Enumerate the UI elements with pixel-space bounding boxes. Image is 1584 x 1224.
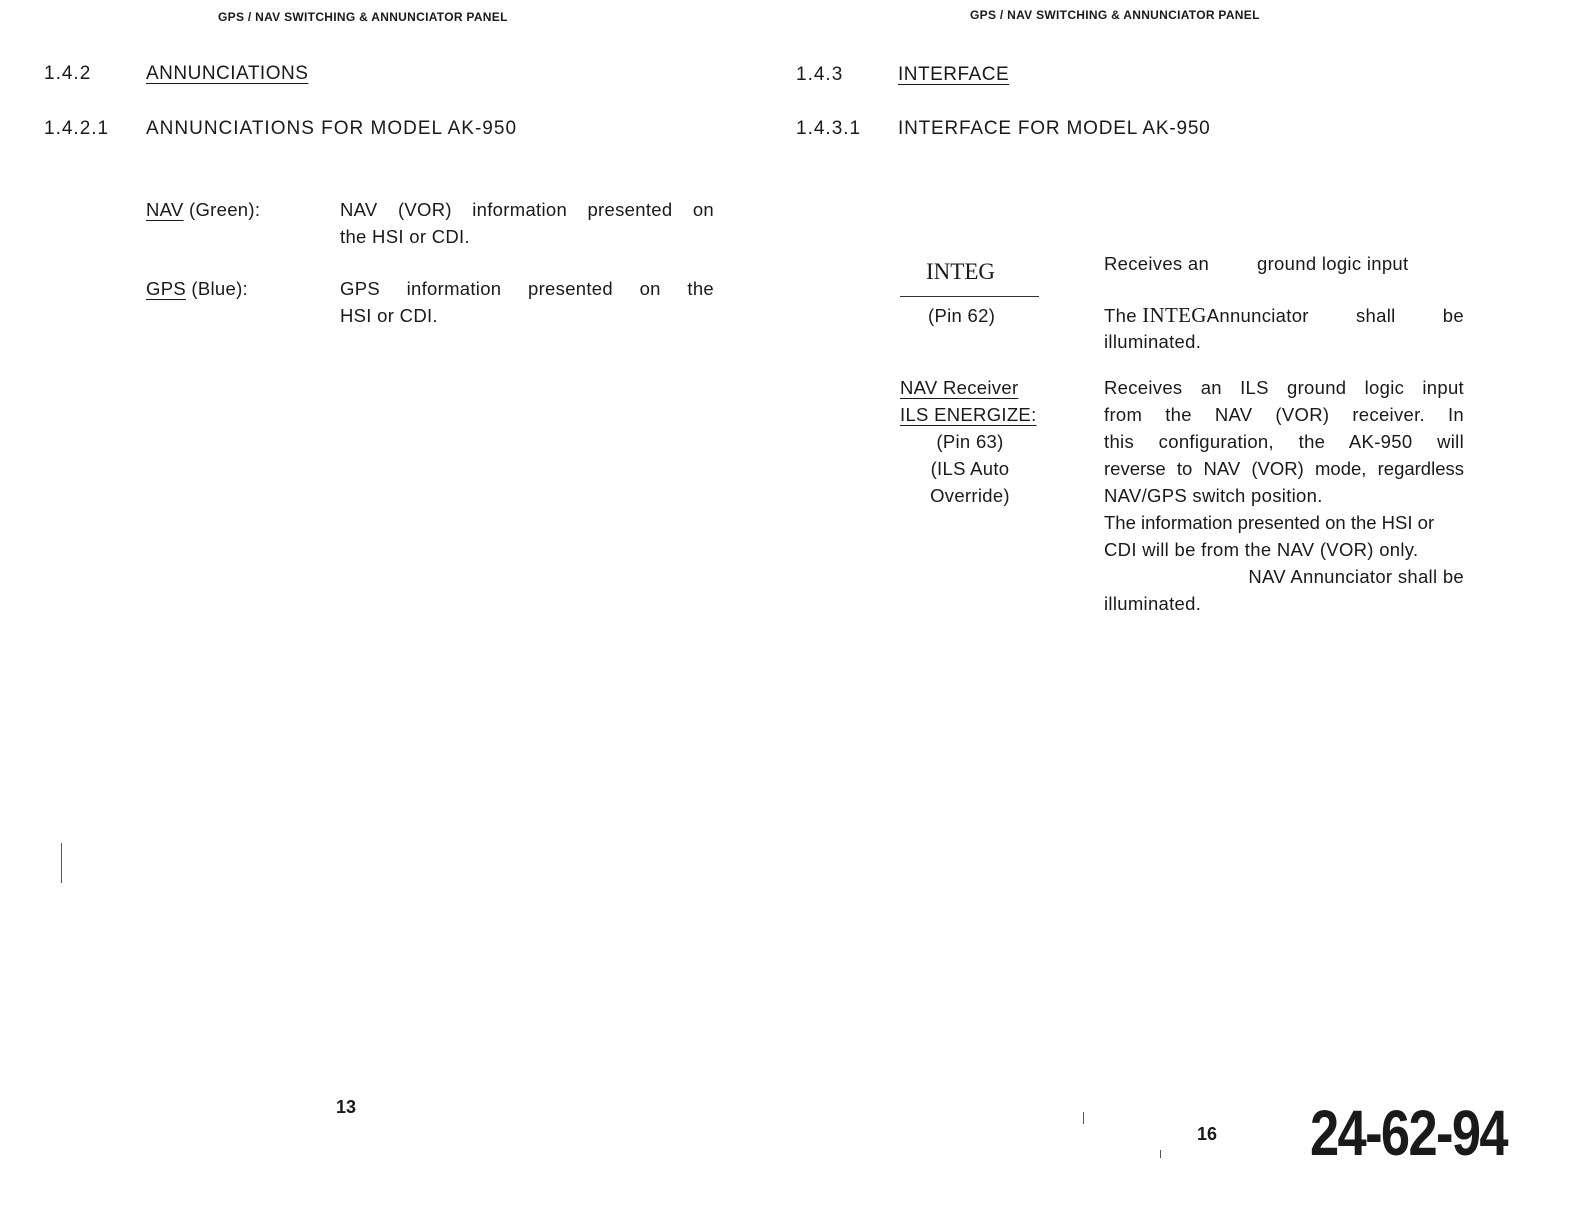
nav-receiver-label-1: NAV Receiver [900, 377, 1019, 398]
nav-desc-line-1: NAV (VOR) information presented on [340, 199, 714, 220]
integ-desc-shall: shall [1356, 305, 1396, 326]
nav-annunciation-description [340, 196, 714, 250]
integ-desc-line-1b: ground logic input [1257, 253, 1409, 274]
nav-annunciation-term [146, 196, 260, 223]
right-subsection-title: INTERFACE FOR MODEL AK-950 [898, 118, 1211, 139]
nav-desc-line-2: the HSI or CDI. [340, 226, 470, 247]
nav-receiver-desc-line-7: CDI will be from the NAV (VOR) only. [1104, 539, 1419, 560]
gps-desc-line-1: GPS information presented on the [340, 278, 714, 299]
integ-pin: (Pin 62) [928, 305, 996, 326]
nav-receiver-description [1104, 374, 1464, 617]
document-number: 24-62-94 [1310, 1097, 1507, 1169]
integ-label-rule [900, 296, 1039, 297]
gps-term-color: (Blue): [185, 278, 248, 299]
gps-term: GPS [146, 278, 186, 299]
nav-receiver-label [900, 374, 1037, 428]
right-subsection-number: 1.4.3.1 [796, 118, 862, 139]
nav-receiver-desc-line-5: NAV/GPS switch position. [1104, 485, 1323, 506]
integ-desc-the: The [1104, 305, 1137, 326]
gps-desc-line-2: HSI or CDI. [340, 305, 438, 326]
nav-receiver-desc-line-6: The information presented on the HSI or [1104, 512, 1435, 533]
left-section-number: 1.4.2 [44, 63, 92, 84]
gps-annunciation-description [340, 275, 714, 329]
left-subsection-title: ANNUNCIATIONS FOR MODEL AK-950 [146, 118, 518, 139]
nav-receiver-desc-line-3: this configuration, the AK-950 will [1104, 431, 1464, 452]
nav-term-color: (Green): [183, 199, 261, 220]
integ-desc-annunciator: Annunciator [1206, 305, 1309, 326]
right-section-number: 1.4.3 [796, 64, 844, 85]
nav-receiver-notes [900, 428, 1040, 509]
left-running-header: GPS / NAV SWITCHING & ANNUNCIATOR PANEL [218, 10, 508, 24]
integ-desc-line-2 [1104, 302, 1464, 329]
nav-receiver-desc-line-1: Receives an ILS ground logic input [1104, 377, 1464, 398]
scan-mark [1083, 1112, 1084, 1124]
nav-term: NAV [146, 199, 184, 220]
integ-desc-integ: INTEG [1142, 303, 1207, 327]
nav-receiver-desc-line-9: illuminated. [1104, 593, 1202, 614]
scan-mark [1160, 1150, 1161, 1158]
integ-label: INTEG [926, 259, 995, 284]
left-section-title: ANNUNCIATIONS [146, 63, 309, 84]
left-page-number: 13 [336, 1097, 357, 1117]
nav-receiver-pin: (Pin 63) [936, 431, 1004, 452]
left-subsection-number: 1.4.2.1 [44, 118, 110, 139]
integ-desc-be: be [1442, 305, 1464, 326]
integ-desc-line-3: illuminated. [1104, 331, 1202, 352]
nav-receiver-desc-line-8: NAV Annunciator shall be [1248, 566, 1464, 587]
right-running-header: GPS / NAV SWITCHING & ANNUNCIATOR PANEL [970, 8, 1260, 22]
integ-desc-line-1a: Receives an [1104, 253, 1210, 274]
right-section-title: INTERFACE [898, 64, 1010, 85]
gps-annunciation-term [146, 275, 248, 302]
right-page-number: 16 [1197, 1124, 1218, 1144]
nav-receiver-note-2: Override) [930, 485, 1010, 506]
nav-receiver-label-2: ILS ENERGIZE: [900, 404, 1037, 425]
nav-receiver-note-1: (ILS Auto [930, 458, 1010, 479]
scan-mark [61, 843, 62, 883]
nav-receiver-desc-line-2: from the NAV (VOR) receiver. In [1104, 404, 1464, 425]
nav-receiver-desc-line-4: reverse to NAV (VOR) mode, regardless [1104, 458, 1464, 479]
